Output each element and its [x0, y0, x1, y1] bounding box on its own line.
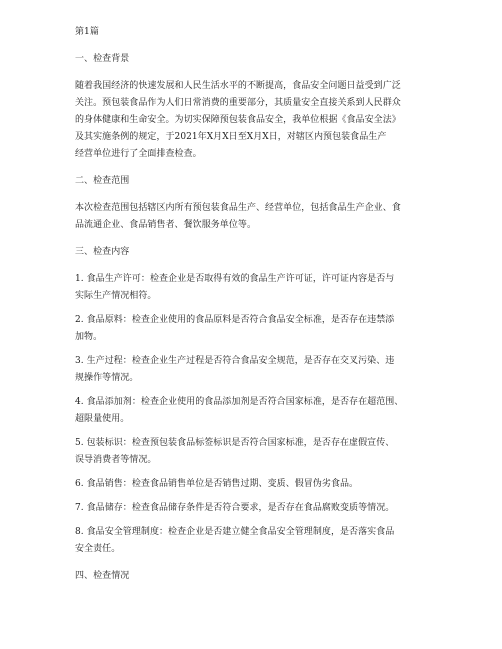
list-item: [75, 312, 447, 346]
list-item: [75, 500, 447, 517]
section-heading-scope: [75, 173, 447, 190]
list-item: [75, 524, 447, 558]
part-title-text: 第1篇: [75, 27, 99, 37]
paragraph-line: 关注。预包装食品作为人们日常消费的重要部分，其质量安全直接关系到人民群众: [75, 98, 401, 108]
list-item-line: 6. 食品销售：检查食品销售单位是否销售过期、变质、假冒伪劣食品。: [75, 479, 359, 489]
section-heading-text: 三、检查内容: [75, 247, 130, 257]
list-item-line: 安全责任。: [75, 544, 121, 554]
paragraph-line: 本次检查范围包括辖区内所有预包装食品生产、经营单位，包括食品生产企业、食: [75, 203, 401, 213]
section-heading-background: [75, 51, 447, 68]
section-heading-content: [75, 244, 447, 261]
paragraph-line: 随着我国经济的快速发展和人民生活水平的不断提高，食品安全问题日益受到广泛: [75, 81, 401, 91]
section-heading-status: [75, 568, 447, 585]
section-heading-text: 四、检查情况: [75, 571, 130, 581]
paragraph-line: 及其实施条例的规定，于2021年X月X日至X月X日，对辖区内预包装食品生产: [75, 132, 387, 142]
list-item-line: 4. 食品添加剂：检查企业使用的食品添加剂是否符合国家标准，是否存在超范围、: [75, 397, 404, 407]
section-heading-text: 一、检查背景: [75, 54, 130, 64]
list-item: [75, 476, 447, 493]
list-item-line: 误导消费者等情况。: [75, 455, 157, 465]
section-heading-text: 二、检查范围: [75, 176, 130, 186]
list-item-line: 规操作等情况。: [75, 373, 139, 383]
paragraph-line: 品流通企业、食品销售者、餐饮服务单位等。: [75, 220, 257, 230]
list-item-line: 7. 食品储存：检查食品储存条件是否符合要求，是否存在食品腐败变质等情况。: [75, 503, 395, 513]
list-item-line: 2. 食品原料：检查企业使用的食品原料是否符合食品安全标准，是否存在违禁添: [75, 315, 395, 325]
list-item: [75, 435, 447, 469]
paragraph-line: 经营单位进行了全面排查检查。: [75, 149, 202, 159]
paragraph-background: [75, 78, 447, 163]
list-item-line: 5. 包装标识：检查预包装食品标签标识是否符合国家标准，是否存在虚假宣传、: [75, 438, 395, 448]
list-item-line: 加物。: [75, 332, 103, 342]
list-item-line: 超限量使用。: [75, 414, 130, 424]
paragraph-line: 的身体健康和生命安全。为切实保障预包装食品安全，我单位根据《食品安全法》: [75, 115, 401, 125]
list-item: [75, 353, 447, 387]
list-item-line: 8. 食品安全管理制度：检查企业是否建立健全食品安全管理制度，是否落实食品: [75, 527, 395, 537]
part-title: [75, 24, 447, 41]
list-item-line: 3. 生产过程：检查企业生产过程是否符合食品安全规范，是否存在交叉污染、违: [75, 356, 395, 366]
paragraph-scope: [75, 200, 447, 234]
list-item-line: 实际生产情况相符。: [75, 291, 157, 301]
document-content: [75, 24, 447, 585]
list-item-line: 1. 食品生产许可：检查企业是否取得有效的食品生产许可证，许可证内容是否与: [75, 274, 395, 284]
list-item: [75, 271, 447, 305]
list-item: [75, 394, 447, 428]
